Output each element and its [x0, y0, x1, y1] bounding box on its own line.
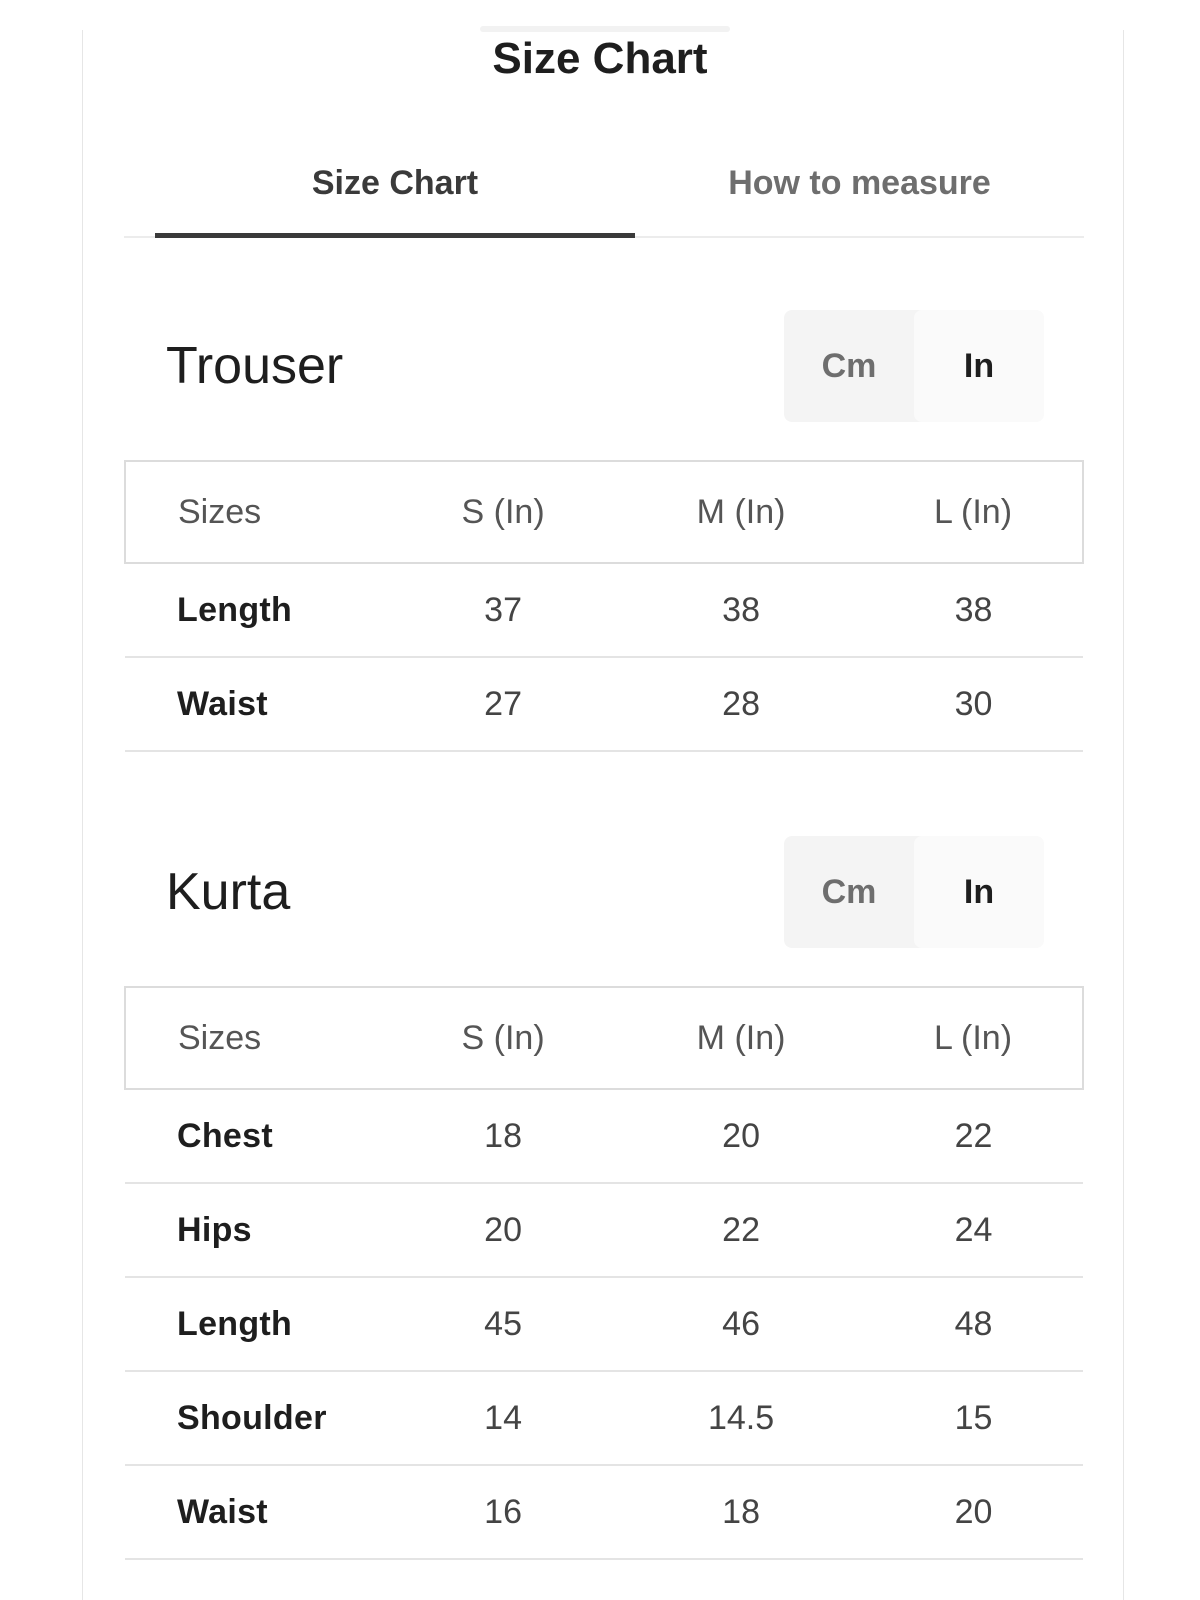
size-value: 20 — [484, 1210, 522, 1249]
size-value: 16 — [484, 1492, 522, 1531]
size-value: 22 — [954, 1116, 993, 1155]
kurta-unit-toggle — [784, 836, 1044, 948]
size-value: 24 — [954, 1210, 993, 1249]
table-row — [125, 563, 1083, 657]
size-value: 20 — [954, 1492, 993, 1531]
size-value: 18 — [722, 1492, 760, 1531]
table-row — [125, 1277, 1083, 1371]
column-header: L (In) — [933, 492, 1013, 531]
size-value: 38 — [954, 590, 993, 629]
size-value: 14 — [484, 1398, 522, 1437]
trouser-size-table — [124, 460, 1084, 752]
table-header-row — [125, 461, 1083, 563]
size-value: 48 — [954, 1304, 993, 1343]
table-row — [125, 657, 1083, 751]
column-header: M (In) — [696, 492, 786, 531]
size-value: 14.5 — [707, 1398, 775, 1437]
size-value: 15 — [954, 1398, 993, 1437]
size-value: 45 — [484, 1304, 522, 1343]
measurement-label: Chest — [177, 1116, 273, 1155]
kurta-size-table — [124, 986, 1084, 1560]
trouser-unit-toggle — [784, 310, 1044, 422]
column-header: Sizes — [178, 492, 262, 531]
kurta-unit-cm-button[interactable]: Cm — [821, 872, 877, 911]
table-row — [125, 1183, 1083, 1277]
size-value: 18 — [484, 1116, 522, 1155]
table-header-row — [125, 987, 1083, 1089]
size-value: 28 — [722, 684, 760, 723]
tab-how-to-measure[interactable]: How to measure — [728, 163, 991, 202]
measurement-label: Waist — [177, 684, 268, 723]
tab-size-chart[interactable]: Size Chart — [155, 130, 635, 236]
table-row — [125, 1371, 1083, 1465]
size-value: 46 — [722, 1304, 760, 1343]
measurement-label: Waist — [177, 1492, 268, 1531]
column-header: L (In) — [933, 1018, 1013, 1057]
size-value: 22 — [722, 1210, 760, 1249]
drag-handle[interactable] — [480, 26, 730, 32]
table-row — [125, 1089, 1083, 1183]
tab-bar — [124, 130, 1084, 238]
measurement-label: Hips — [177, 1210, 252, 1249]
column-header: M (In) — [696, 1018, 786, 1057]
measurement-label: Length — [177, 590, 293, 629]
size-value: 30 — [954, 684, 993, 723]
table-row — [125, 1465, 1083, 1559]
trouser-unit-cm-button[interactable]: Cm — [821, 346, 877, 385]
size-value: 37 — [484, 590, 522, 629]
size-value: 27 — [484, 684, 522, 723]
size-value: 38 — [722, 590, 760, 629]
trouser-unit-in-button[interactable]: In — [914, 310, 1044, 422]
kurta-heading: Kurta — [166, 863, 291, 921]
measurement-label: Length — [177, 1304, 293, 1343]
size-value: 20 — [722, 1116, 760, 1155]
column-header: S (In) — [461, 492, 545, 531]
page-title: Size Chart — [492, 34, 708, 83]
kurta-unit-in-button[interactable]: In — [914, 836, 1044, 948]
measurement-label: Shoulder — [177, 1398, 327, 1437]
trouser-heading: Trouser — [166, 337, 344, 395]
column-header: Sizes — [178, 1018, 262, 1057]
column-header: S (In) — [461, 1018, 545, 1057]
